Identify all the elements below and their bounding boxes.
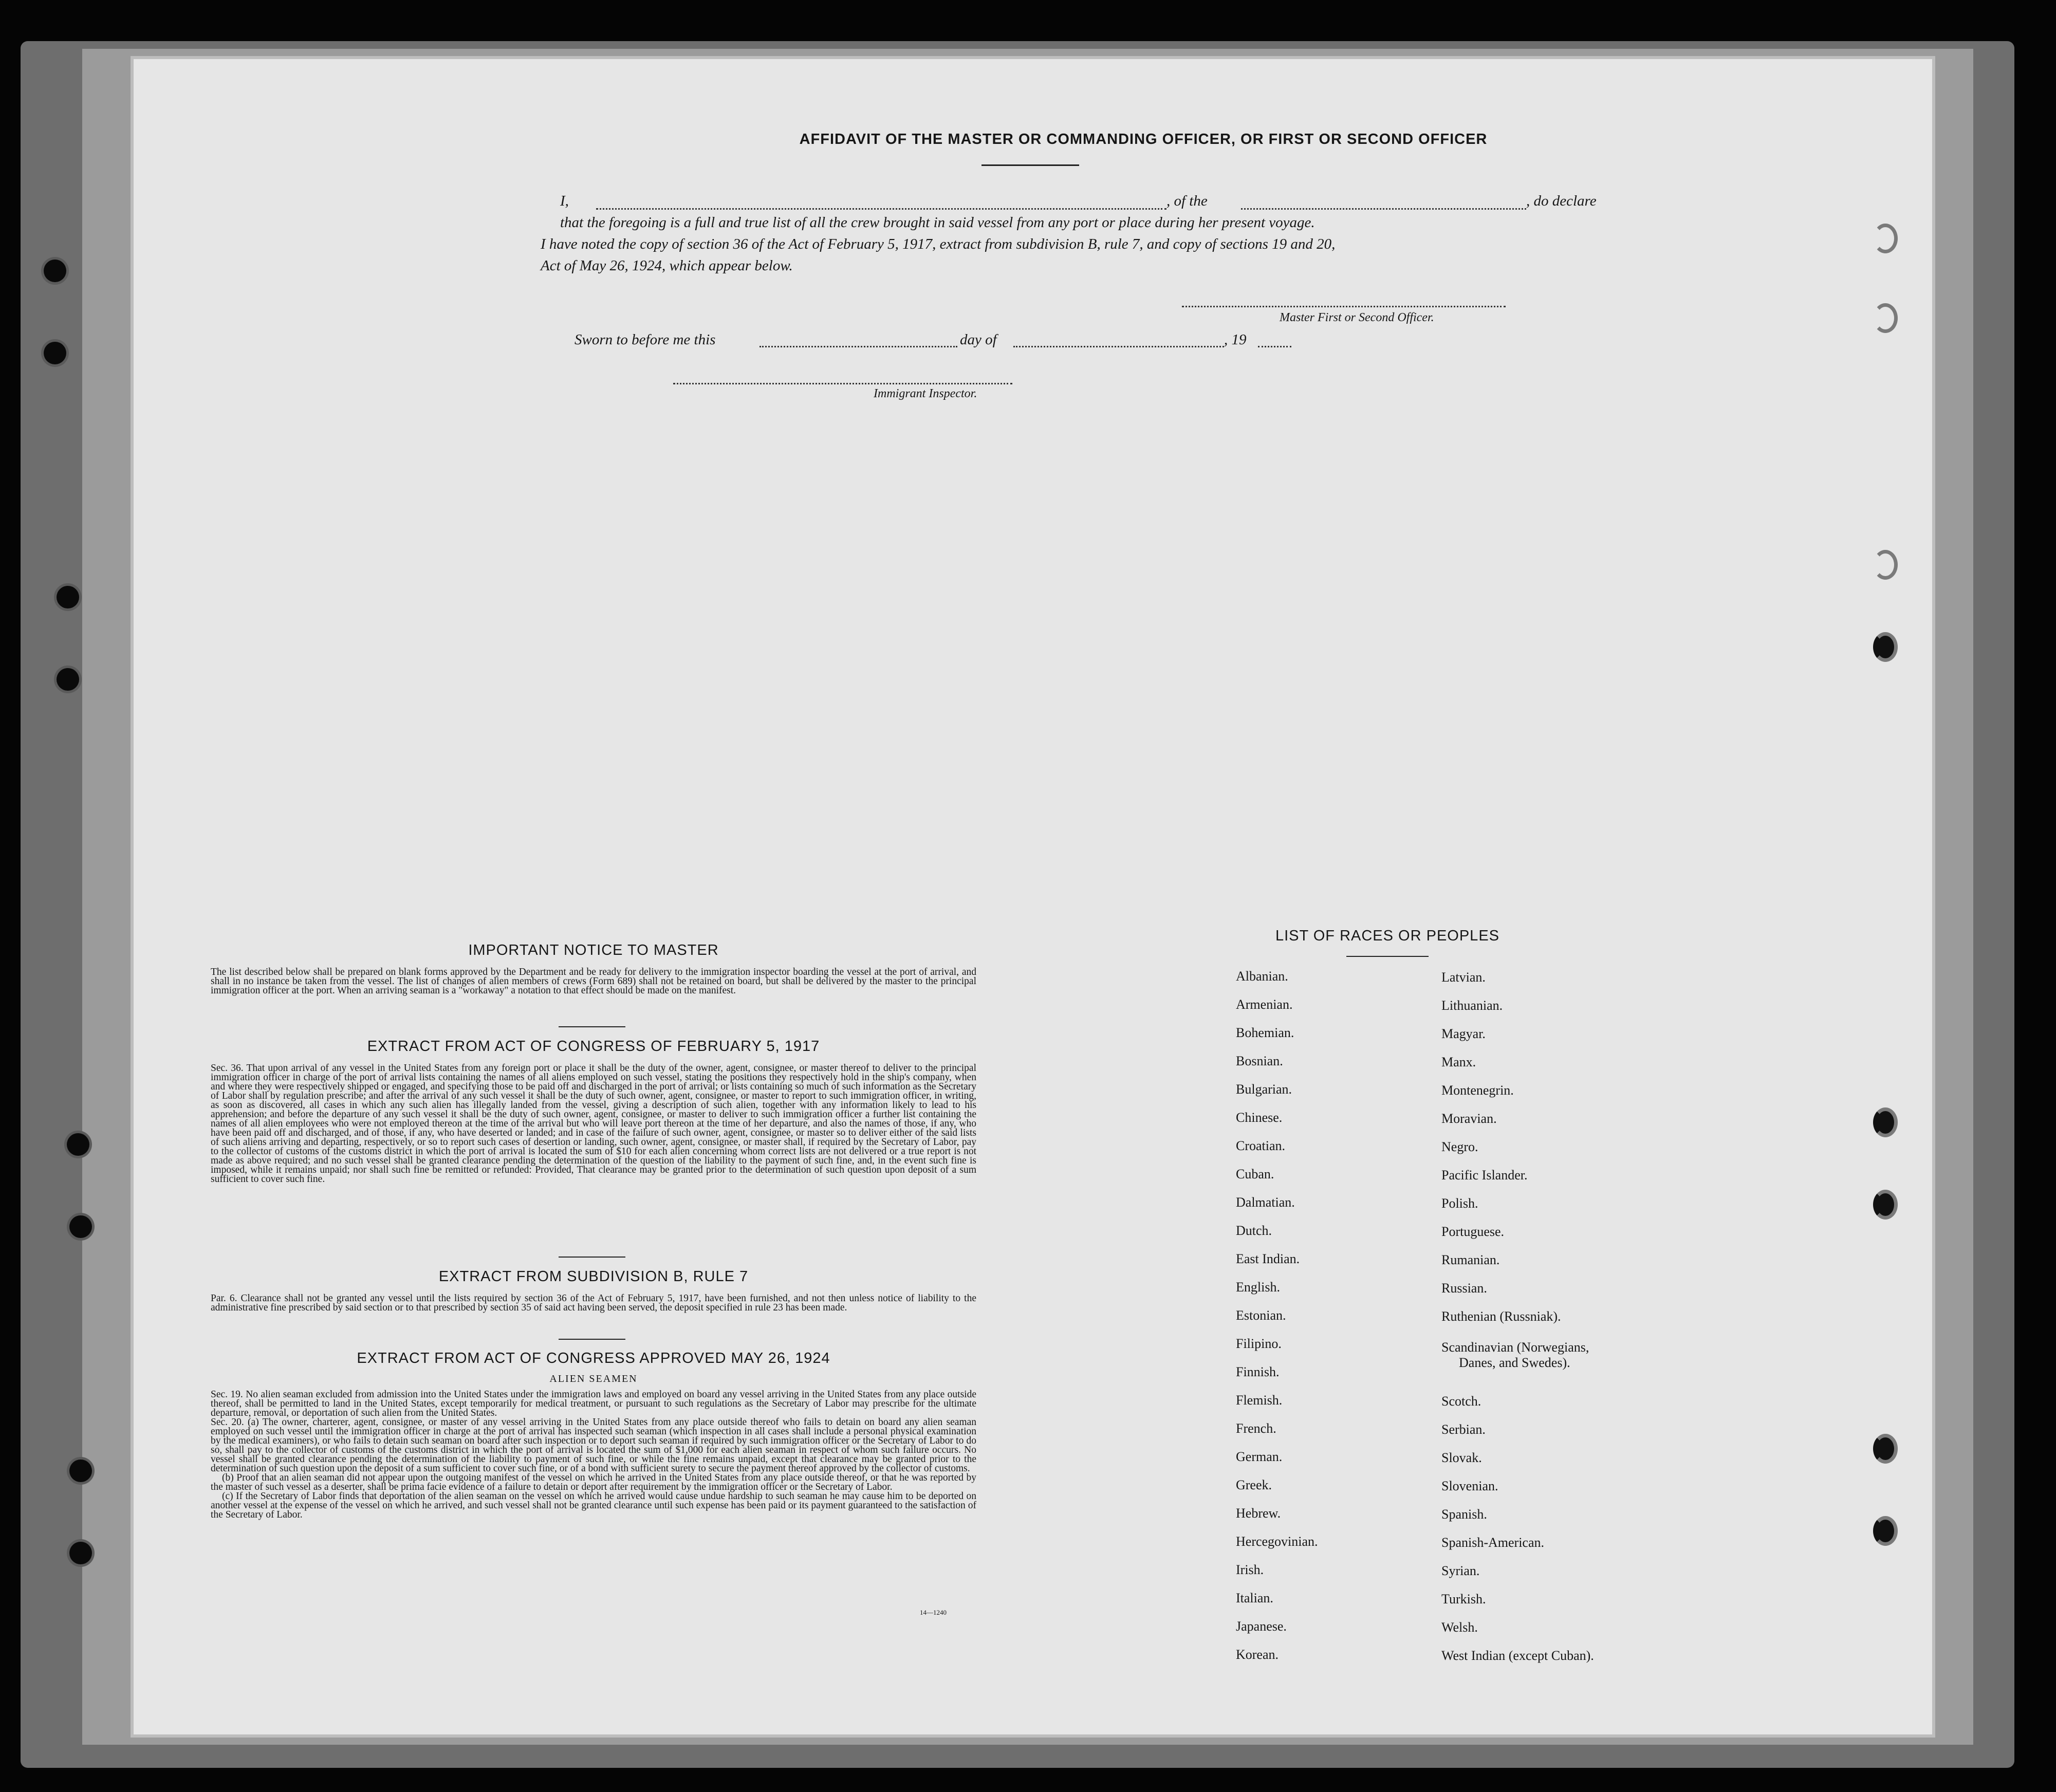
race-item: Italian.: [1236, 1591, 1273, 1605]
sworn-year: , 19: [1224, 331, 1247, 348]
extract-1917-text: Sec. 36. That upon arrival of any vessel in the United States from any foreign port or place it shall be the duty of the owner, agent, consignee, or master thereof to deliver to the principal immigration officer in charge of the port of arrival lists containing the names of all aliens employed on such vessel, stating the positions they respectively hold in the ship's company, when and where they were respectively shipped or engaged, and specifying those to be paid off and discharged in the port of arrival; or lists containing so much of such information as the Secretary of Labor shall by regulation prescribe; and after the arrival of any such vessel it shall be the duty of such owner, agent, consignee, or master to report to such immigration officer, in writing, as soon as discovered, all cases in which any such alien has illegally landed from the vessel, giving a description of such alien, together with any information likely to lead to his apprehension; and before the departure of any such vessel it shall be the duty of such owner, agent, consignee, or master to deliver to such immigration officer a further list containing the names of all alien employees who were not employed thereon at the time of the arrival but who will leave port thereon at the time of her departure, and also the names of those, if any, who have been paid off and discharged, and of those, if any, who have deserted or landed; and in case of the failure of such owner, agent, consignee, or master so to deliver either of the said lists of such aliens arriving and departing, respectively, or so to report such cases of desertion or landing, such owner, agent, consignee, or master shall, if required by the Secretary of Labor, pay to the collector of customs of the customs district in which the port of arrival is located the sum of $10 for each alien concerning whom correct lists are not delivered or a true report is not made as above required; and no such vessel shall be granted clearance pending the determination of the question of the liability to the payment of such fine, and, in the event such fine is imposed, while it remains unpaid; nor shall such fine be remitted or refunded: Provided, That clearance may be granted prior to the determination of such question upon deposit of a sum sufficient to cover such fine.: [211, 1063, 976, 1185]
race-item: Serbian.: [1441, 1422, 1486, 1437]
binder-hole: [69, 1460, 92, 1482]
race-item: Dalmatian.: [1236, 1195, 1295, 1210]
race-item: Slovak.: [1441, 1450, 1482, 1465]
sworn-year-field-line[interactable]: [1258, 346, 1291, 347]
race-item: Negro.: [1441, 1139, 1478, 1154]
race-item: Polish.: [1441, 1196, 1478, 1211]
inspector-signature-line[interactable]: [673, 383, 1012, 384]
punch-hole: [1873, 303, 1898, 333]
race-item: Filipino.: [1236, 1336, 1282, 1351]
sworn-day-of: day of: [960, 331, 997, 348]
master-signature-line[interactable]: [1182, 306, 1506, 307]
races-title: LIST OF RACES OR PEOPLES: [1275, 928, 1500, 944]
race-item: Russian.: [1441, 1281, 1487, 1296]
race-item: Syrian.: [1441, 1563, 1480, 1578]
race-item: Estonian.: [1236, 1308, 1286, 1323]
extract-rule7-title: EXTRACT FROM SUBDIVISION B, RULE 7: [438, 1268, 749, 1285]
extract-rule7-text: Par. 6. Clearance shall not be granted any vessel until the lists required by section 36 of the Act of February 5, 1917, have been furnished, and not then unless notice of liability to the administrative fine prescribed by said section or to that prescribed by section 35 of said act having been served, the deposit specified in rule 23 has been made.: [211, 1293, 976, 1313]
race-item: Flemish.: [1236, 1393, 1283, 1408]
race-item: Chinese.: [1236, 1110, 1283, 1125]
race-item: Lithuanian.: [1441, 998, 1503, 1013]
extract-1924-title: EXTRACT FROM ACT OF CONGRESS APPROVED MAY 26, 1924: [357, 1350, 830, 1366]
divider: [559, 1339, 625, 1340]
race-item: German.: [1236, 1449, 1283, 1464]
punch-hole: [1873, 1107, 1898, 1137]
form-page: [134, 59, 1932, 1734]
sworn-prefix: Sworn to before me this: [575, 331, 716, 348]
race-item: Manx.: [1441, 1055, 1476, 1069]
race-item: West Indian (except Cuban).: [1441, 1648, 1594, 1663]
race-item: Turkish.: [1441, 1592, 1486, 1606]
notice-text: The list described below shall be prepared on blank forms approved by the Department and be ready for delivery to the immigration inspector boarding the vessel at the port of arrival, and shall in no instance be taken from the vessel. The list of changes of alien members of crews (Form 689) shall not be retained on board, but shall be delivered by the master to the principal immigration officer at the port. When an arriving seaman is a "workaway" a notation to that effect should be made on the manifest.: [211, 967, 976, 996]
master-signature-label: Master First or Second Officer.: [1280, 311, 1434, 324]
race-item: Cuban.: [1236, 1167, 1274, 1181]
race-item: Bosnian.: [1236, 1054, 1283, 1068]
divider: [981, 164, 1079, 166]
name-field-line[interactable]: [596, 208, 1166, 210]
affidavit-i: I,: [560, 193, 569, 209]
race-item: Latvian.: [1441, 970, 1486, 985]
race-item: Hercegovinian.: [1236, 1534, 1318, 1549]
notice-title: IMPORTANT NOTICE TO MASTER: [468, 942, 719, 958]
punch-hole: [1873, 1190, 1898, 1220]
binder-hole: [67, 1133, 89, 1156]
race-item: Japanese.: [1236, 1619, 1287, 1634]
binder-hole: [69, 1215, 92, 1238]
alien-seamen-subtitle: ALIEN SEAMEN: [549, 1373, 638, 1384]
affidavit-of-the: , of the: [1166, 193, 1208, 209]
race-item: Irish.: [1236, 1562, 1264, 1577]
extract-1924-body: [211, 1390, 976, 1520]
inspector-signature-label: Immigrant Inspector.: [874, 387, 977, 400]
race-item: Welsh.: [1441, 1620, 1478, 1635]
race-item-continuation: Danes, and Swedes).: [1459, 1355, 1570, 1370]
affidavit-line-4: Act of May 26, 1924, which appear below.: [541, 257, 793, 274]
race-item-scandinavian: [1441, 1340, 1589, 1371]
race-item: Croatian.: [1236, 1138, 1286, 1153]
race-item: French.: [1236, 1421, 1276, 1436]
race-item: Moravian.: [1441, 1111, 1497, 1126]
binder-hole: [44, 260, 66, 282]
race-item: Bohemian.: [1236, 1025, 1294, 1040]
sec-20a-text: Sec. 20. (a) The owner, charterer, agent, consignee, or master of any vessel arriving in the United States from any place outside thereof who fails to detain on board any alien seaman employed on such vessel until the immigration officer in charge at the port of arrival has inspected such seaman (which inspection in all cases shall include a personal physical examination by the medical examiners), or who fails to detain such seaman on board after such inspection or to deport such seaman if required by such immigration officer or the Secretary of Labor to do so, shall pay to the collector of customs of the customs district in which the port of arrival is located the sum of $1,000 for each alien seaman in respect of whom such failure occurs. No vessel shall be granted clearance pending the determination of the liability to payment of such fine, or while the fine remains unpaid, except that clearance may be granted prior to the determination of such question upon the deposit of a sum sufficient to cover such fine, or of a bond with sufficient surety to secure the payment thereof approved by the collector of customs.: [211, 1417, 976, 1474]
punch-hole: [1873, 550, 1898, 580]
affidavit-line-3: I have noted the copy of section 36 of the Act of February 5, 1917, extract from subdivision B, rule 7, and copy of sections 19 and 20,: [541, 236, 1336, 252]
race-item: Portuguese.: [1441, 1224, 1505, 1239]
binder-hole: [57, 586, 79, 608]
punch-hole: [1873, 632, 1898, 662]
affidavit-line-2: that the foregoing is a full and true list of all the crew brought in said vessel from any port or place during her present voyage.: [560, 214, 1315, 231]
sec-20c-text: (c) If the Secretary of Labor finds that deportation of the alien seaman on the vessel on which he arrived would cause undue hardship to such seaman he may cause him to be deported on another vessel at the expense of the vessel on which he arrived, and such vessel shall not be granted clearance until such expense has been paid or its payment guaranteed to the satisfaction of the Secretary of Labor.: [211, 1491, 976, 1520]
race-item: Armenian.: [1236, 997, 1293, 1012]
sec-19-text: Sec. 19. No alien seaman excluded from admission into the United States under the immigration laws and employed on board any vessel arriving in the United States from any place outside thereof, shall be permitted to land in the United States, except temporarily for medical treatment, or pursuant to such regulations as the Secretary of Labor may prescribe for the ultimate departure, removal, or deportation of such alien from the United States.: [211, 1389, 976, 1418]
sec-20b-text: (b) Proof that an alien seaman did not appear upon the outgoing manifest of the vessel on which he arrived in the United States from any place outside thereof, or that he was reported by the master of such vessel as a deserter, shall be prima facie evidence of a failure to detain or deport after requirement by the immigration officer or the Secretary of Labor.: [211, 1472, 976, 1492]
race-item: Korean.: [1236, 1647, 1279, 1662]
race-item: Montenegrin.: [1441, 1083, 1514, 1098]
extract-1917-title: EXTRACT FROM ACT OF CONGRESS OF FEBRUARY 5, 1917: [367, 1038, 820, 1055]
race-item: Dutch.: [1236, 1223, 1272, 1238]
race-item: Scotch.: [1441, 1394, 1481, 1409]
race-item: Hebrew.: [1236, 1506, 1281, 1521]
race-item: East Indian.: [1236, 1251, 1300, 1266]
affidavit-title: AFFIDAVIT OF THE MASTER OR COMMANDING OFFICER, OR FIRST OR SECOND OFFICER: [799, 131, 1488, 147]
race-item: Ruthenian (Russniak).: [1441, 1309, 1561, 1324]
sworn-month-field-line[interactable]: [1013, 346, 1224, 347]
divider: [559, 1026, 625, 1027]
race-item: Greek.: [1236, 1477, 1272, 1492]
race-item: Spanish.: [1441, 1507, 1487, 1522]
race-item: Pacific Islander.: [1441, 1168, 1528, 1183]
sworn-day-field-line[interactable]: [760, 346, 957, 347]
punch-hole: [1873, 224, 1898, 253]
race-item: Rumanian.: [1441, 1252, 1500, 1267]
race-item: Scandinavian (Norwegians,: [1441, 1340, 1589, 1355]
race-item: Bulgarian.: [1236, 1082, 1292, 1097]
race-item: Albanian.: [1236, 969, 1288, 984]
race-item: Magyar.: [1441, 1026, 1486, 1041]
binder-hole: [69, 1542, 92, 1564]
binder-hole: [44, 342, 66, 364]
race-item: English.: [1236, 1280, 1280, 1295]
vessel-field-line[interactable]: [1241, 208, 1526, 210]
form-number: 14—1240: [920, 1609, 947, 1616]
punch-hole: [1873, 1434, 1898, 1464]
divider: [1346, 956, 1429, 957]
race-item: Slovenian.: [1441, 1479, 1498, 1493]
race-item: Finnish.: [1236, 1364, 1280, 1379]
affidavit-declare: , do declare: [1526, 193, 1597, 209]
punch-hole: [1873, 1516, 1898, 1546]
binder-hole: [57, 668, 79, 691]
divider: [559, 1257, 625, 1258]
race-item: Spanish-American.: [1441, 1535, 1545, 1550]
